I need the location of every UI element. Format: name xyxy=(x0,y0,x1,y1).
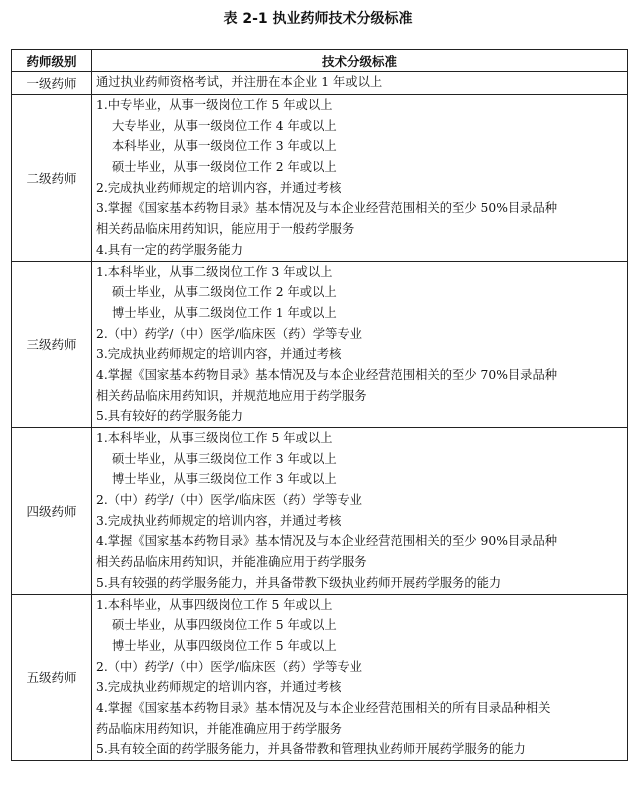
level-cell: 四级药师 xyxy=(12,428,92,595)
standard-line: 博士毕业，从事三级岗位工作 3 年或以上 xyxy=(112,472,337,487)
standard-line: 4.具有一定的药学服务能力 xyxy=(96,242,243,257)
standard-line: 硕士毕业，从事四级岗位工作 5 年或以上 xyxy=(112,618,337,633)
standard-line: 2.（中）药学/（中）医学/临床医（药）学等专业 xyxy=(96,493,362,508)
standard-cell xyxy=(92,95,628,262)
standard-line: 相关药品临床用药知识，并能准确应用于药学服务 xyxy=(96,555,367,570)
standard-line: 2.（中）药学/（中）医学/临床医（药）学等专业 xyxy=(96,659,362,674)
standard-line: 3.掌握《国家基本药物目录》基本情况及与本企业经营范围相关的至少 50%目录品种 xyxy=(96,201,558,216)
standard-line: 硕士毕业，从事二级岗位工作 2 年或以上 xyxy=(112,285,337,300)
header-level: 药师级别 xyxy=(12,50,92,72)
table-row xyxy=(12,261,628,428)
standard-cell xyxy=(92,594,628,761)
level-cell: 一级药师 xyxy=(12,72,92,95)
standard-line: 博士毕业，从事二级岗位工作 1 年或以上 xyxy=(112,305,337,320)
standard-line: 4.掌握《国家基本药物目录》基本情况及与本企业经营范围相关的所有目录品种相关 xyxy=(96,700,551,715)
standard-line: 5.具有较全面的药学服务能力，并具备带教和管理执业药师开展药学服务的能力 xyxy=(96,742,526,757)
standard-line: 博士毕业，从事四级岗位工作 5 年或以上 xyxy=(112,638,337,653)
grading-standards-table xyxy=(11,49,628,761)
standard-line: 5.具有较强的药学服务能力，并具备带教下级执业药师开展药学服务的能力 xyxy=(96,575,502,590)
level-cell: 三级药师 xyxy=(12,261,92,428)
standard-line: 1.本科毕业，从事三级岗位工作 5 年或以上 xyxy=(96,431,333,445)
standard-line: 2.完成执业药师规定的培训内容，并通过考核 xyxy=(96,180,342,195)
level-cell: 五级药师 xyxy=(12,594,92,761)
header-row xyxy=(12,50,628,72)
standard-cell xyxy=(92,261,628,428)
table-row xyxy=(12,428,628,595)
standard-line: 1.本科毕业，从事二级岗位工作 3 年或以上 xyxy=(96,264,333,279)
standard-cell xyxy=(92,428,628,595)
table-body xyxy=(12,72,628,761)
standard-line: 大专毕业，从事一级岗位工作 4 年或以上 xyxy=(112,118,337,133)
standard-line: 1.本科毕业，从事四级岗位工作 5 年或以上 xyxy=(96,597,333,612)
table-row xyxy=(12,594,628,761)
table-row xyxy=(12,72,628,95)
standard-line: 通过执业药师资格考试，并注册在本企业 1 年或以上 xyxy=(96,75,383,89)
standard-line: 5.具有较好的药学服务能力 xyxy=(96,409,243,424)
standard-line: 硕士毕业，从事一级岗位工作 2 年或以上 xyxy=(112,160,337,175)
standard-line: 本科毕业，从事一级岗位工作 3 年或以上 xyxy=(112,139,337,154)
standard-line: 3.完成执业药师规定的培训内容，并通过考核 xyxy=(96,513,342,528)
standard-line: 3.完成执业药师规定的培训内容，并通过考核 xyxy=(96,680,342,695)
standard-line: 相关药品临床用药知识，能应用于一般药学服务 xyxy=(96,222,355,237)
level-cell: 二级药师 xyxy=(12,95,92,262)
table-row xyxy=(12,95,628,262)
standard-line: 1.中专毕业，从事一级岗位工作 5 年或以上 xyxy=(96,98,333,112)
standard-line: 3.完成执业药师规定的培训内容，并通过考核 xyxy=(96,347,342,362)
standard-line: 4.掌握《国家基本药物目录》基本情况及与本企业经营范围相关的至少 70%目录品种 xyxy=(96,367,558,382)
standard-line: 硕士毕业，从事三级岗位工作 3 年或以上 xyxy=(112,451,337,466)
standard-line: 2.（中）药学/（中）医学/临床医（药）学等专业 xyxy=(96,326,362,341)
standard-cell xyxy=(92,72,628,95)
standard-line: 4.掌握《国家基本药物目录》基本情况及与本企业经营范围相关的至少 90%目录品种 xyxy=(96,534,558,549)
standard-line: 药品临床用药知识，并能准确应用于药学服务 xyxy=(96,721,342,736)
header-standard: 技术分级标准 xyxy=(92,50,628,72)
standard-line: 相关药品临床用药知识，并规范地应用于药学服务 xyxy=(96,388,367,403)
table-title: 表 2-1 执业药师技术分级标准 xyxy=(223,11,413,27)
